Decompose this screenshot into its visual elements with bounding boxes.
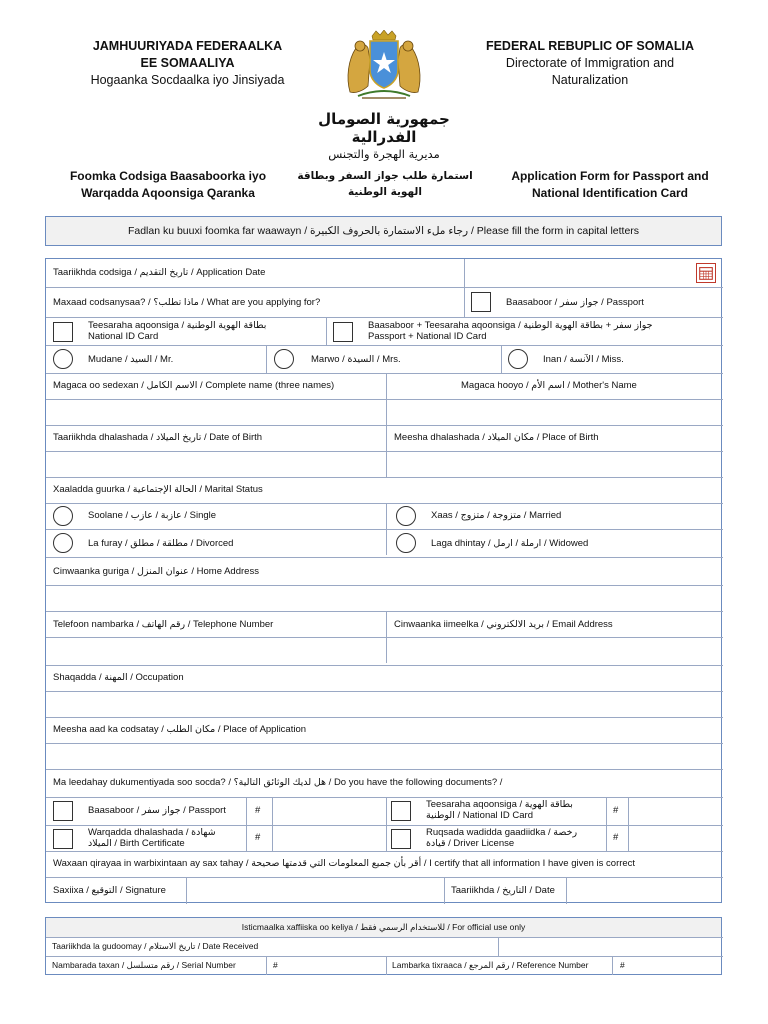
reference-number-hash: #: [620, 960, 625, 970]
form-title-somali-line1: Foomka Codsiga Baasaboorka iyo: [69, 169, 267, 183]
occupation-input[interactable]: [47, 692, 722, 716]
mrs-label: Marwo / السيدة / Mrs.: [311, 354, 401, 365]
mr-label: Mudane / السيد / Mr.: [88, 354, 174, 365]
miss-radio[interactable]: [508, 349, 528, 369]
application-date-label: Taariikhda codsiga / تاريخ التقديم / Application Date: [53, 267, 266, 278]
doc-driver-license-label: [426, 827, 577, 849]
header-arabic: [284, 110, 484, 161]
doc-national-id-hash: #: [613, 805, 619, 816]
form-title-arabic: [290, 168, 480, 200]
doc-passport-label: Baasaboor / جواز سفر / Passport: [88, 805, 226, 816]
application-date-input[interactable]: [466, 260, 691, 286]
married-radio[interactable]: [396, 506, 416, 526]
place-of-birth-input[interactable]: [388, 452, 721, 476]
form-title-arabic-line1: استمارة طلب جواز السفر وبطاقة: [297, 170, 473, 182]
official-use-section: [45, 917, 722, 975]
email-input[interactable]: [388, 638, 721, 664]
mothers-name-input[interactable]: [388, 400, 721, 424]
passport-and-id-label-line1: Baasaboor + Teesaraha aqoonsiga / جواز سفر + بطاقة الهوية الوطنية: [368, 320, 653, 331]
passport-checkbox[interactable]: [471, 292, 491, 312]
signature-date-input[interactable]: [567, 878, 722, 903]
telephone-input[interactable]: [47, 638, 385, 664]
doc-birth-certificate-label-line1: Warqadda dhalashada / شهادة: [88, 827, 216, 838]
doc-passport-hash: #: [255, 805, 261, 816]
header-right-line1: FEDERAL REBUPLIC OF SOMALIA: [485, 39, 695, 53]
doc-birth-certificate-number-input[interactable]: [273, 826, 385, 850]
header-right: [470, 38, 710, 89]
documents-question-label: Ma leedahay dukumentiyada soo socda? / هل لديك الوثائق التالية؟ / Do you have the following documents? /: [53, 777, 503, 788]
calendar-icon[interactable]: [696, 263, 716, 283]
passport-and-id-checkbox[interactable]: [333, 322, 353, 342]
doc-national-id-label: [426, 799, 573, 821]
form-title-somali-line2: Warqadda Aqoonsiga Qaranka: [81, 186, 255, 200]
doc-driver-license-hash: #: [613, 832, 619, 843]
signature-input[interactable]: [187, 878, 443, 903]
doc-passport-checkbox[interactable]: [53, 801, 73, 821]
form-title-arabic-line2: الهوية الوطنية: [348, 186, 422, 198]
form-title-english-line2: National Identification Card: [531, 186, 688, 200]
header-left: [60, 38, 315, 89]
mothers-name-label: Magaca hooyo / اسم الأم / Mother's Name: [461, 380, 637, 391]
doc-national-id-number-input[interactable]: [629, 798, 722, 824]
occupation-label: Shaqadda / المهنة / Occupation: [53, 672, 184, 683]
serial-number-hash: #: [273, 960, 278, 970]
divorced-label: La furay / مطلقة / مطلق / Divorced: [88, 538, 234, 549]
place-of-application-input[interactable]: [47, 744, 722, 768]
widowed-label: Laga dhintay / ارملة / ارمل / Widowed: [431, 538, 589, 549]
coat-of-arms-emblem: [338, 30, 430, 102]
header-arabic-line1: جمهورية الصومال الفدرالية: [318, 110, 450, 146]
official-use-heading-text: Isticmaalka xaffiiska oo keliya / للاستخدام الرسمي فقط / For official use only: [241, 922, 526, 932]
national-id-label-line1: Teesaraha aqoonsiga / بطاقة الهوية الوطنية: [88, 320, 267, 331]
notice-text: Fadlan ku buuxi foomka far waawayn / رجاء ملء الاستمارة بالحروف الكبيرة / Please fill the form in capital letters: [127, 225, 640, 237]
serial-number-label: Nambarada taxan / رقم متسلسل / Serial Number: [52, 960, 236, 970]
header-left-line3: Hogaanka Socdaalka iyo Jinsiyada: [90, 73, 285, 87]
form-title-english: [500, 168, 720, 202]
date-received-input[interactable]: [499, 938, 721, 955]
single-radio[interactable]: [53, 506, 73, 526]
mrs-radio[interactable]: [274, 349, 294, 369]
marital-status-label: Xaaladda guurka / الحالة الإجتماعية / Marital Status: [53, 484, 263, 495]
doc-birth-certificate-label-line2: الميلاد / Birth Certificate: [88, 838, 185, 849]
header-left-line1: JAMHUURIYADA FEDERAALKA: [92, 39, 283, 53]
doc-national-id-label-line1: Teesaraha aqoonsiga / بطاقة الهوية: [426, 799, 573, 810]
doc-birth-certificate-label: [88, 827, 216, 849]
place-of-application-label: Meesha aad ka codsatay / مكان الطلب / Place of Application: [53, 724, 307, 735]
signature-date-label: Taariikhda / التاريخ / Date: [451, 885, 555, 896]
complete-name-label: Magaca oo sedexan / الاسم الكامل / Complete name (three names): [53, 380, 335, 391]
header-arabic-line2: مديرية الهجرة والتجنس: [328, 147, 440, 161]
date-received-label: Taariikhda la gudoomay / تاريخ الاستلام / Date Received: [52, 941, 259, 951]
telephone-label: Telefoon nambarka / رقم الهاتف / Telephone Number: [53, 619, 274, 630]
doc-national-id-label-line2: الوطنية / National ID Card: [426, 810, 533, 821]
doc-driver-license-number-input[interactable]: [629, 826, 722, 850]
widowed-radio[interactable]: [396, 533, 416, 553]
signature-label: Saxiixa / التوقيع / Signature: [53, 885, 166, 896]
married-label: Xaas / متزوجة / متزوج / Married: [431, 510, 562, 521]
reference-number-input[interactable]: [631, 957, 721, 974]
application-form: [45, 258, 722, 903]
doc-driver-license-label-line1: Ruqsada wadidda gaadiidka / رخصة: [426, 827, 578, 838]
doc-birth-certificate-hash: #: [255, 832, 261, 843]
divorced-radio[interactable]: [53, 533, 73, 553]
miss-label: Inan / الآنسة / Miss.: [543, 354, 624, 365]
email-label: Cinwaanka iimeelka / بريد الالكتروني / Email Address: [394, 619, 613, 630]
applying-for-label: Maxaad codsanysaa? / ماذا تطلب؟ / What are you applying for?: [53, 297, 321, 308]
form-title-english-line1: Application Form for Passport and: [511, 169, 709, 183]
form-title-somali: [48, 168, 288, 202]
doc-driver-license-checkbox[interactable]: [391, 829, 411, 849]
single-label: Soolane / عازبة / عازب / Single: [88, 510, 217, 521]
capital-letters-notice: [45, 216, 722, 246]
national-id-checkbox[interactable]: [53, 322, 73, 342]
date-of-birth-input[interactable]: [47, 452, 385, 476]
complete-name-input[interactable]: [47, 400, 385, 424]
national-id-label-line2: National ID Card: [88, 331, 159, 342]
home-address-input[interactable]: [47, 586, 722, 610]
national-id-label: [88, 320, 266, 342]
doc-driver-license-label-line2: قيادة / Driver License: [426, 838, 515, 849]
passport-label: Baasaboor / جواز سفر / Passport: [506, 297, 644, 308]
certify-statement: Waxaan qirayaa in warbixintaan ay sax tahay / أقر بأن جميع المعلومات التي قدمتها صحيحة / I certify that all information I have given is correct: [53, 858, 636, 869]
header-right-line3: Naturalization: [551, 73, 629, 87]
serial-number-input[interactable]: [284, 957, 385, 974]
doc-passport-number-input[interactable]: [273, 798, 385, 824]
reference-number-label: Lambarka tixraaca / رقم المرجع / Reference Number: [392, 960, 589, 970]
doc-birth-certificate-checkbox[interactable]: [53, 829, 73, 849]
doc-national-id-checkbox[interactable]: [391, 801, 411, 821]
home-address-label: Cinwaanka guriga / عنوان المنزل / Home Address: [53, 566, 259, 577]
mr-radio[interactable]: [53, 349, 73, 369]
passport-and-id-label-line2: Passport + National ID Card: [368, 331, 487, 342]
place-of-birth-label: Meesha dhalashada / مكان الميلاد / Place of Birth: [394, 432, 599, 443]
header-left-line2: EE SOMAALIYA: [140, 56, 235, 70]
official-use-heading: [46, 918, 721, 937]
date-of-birth-label: Taariikhda dhalashada / تاريخ الميلاد / Date of Birth: [53, 432, 263, 443]
passport-and-id-label: [368, 320, 653, 342]
header-right-line2: Directorate of Immigration and: [505, 56, 675, 70]
